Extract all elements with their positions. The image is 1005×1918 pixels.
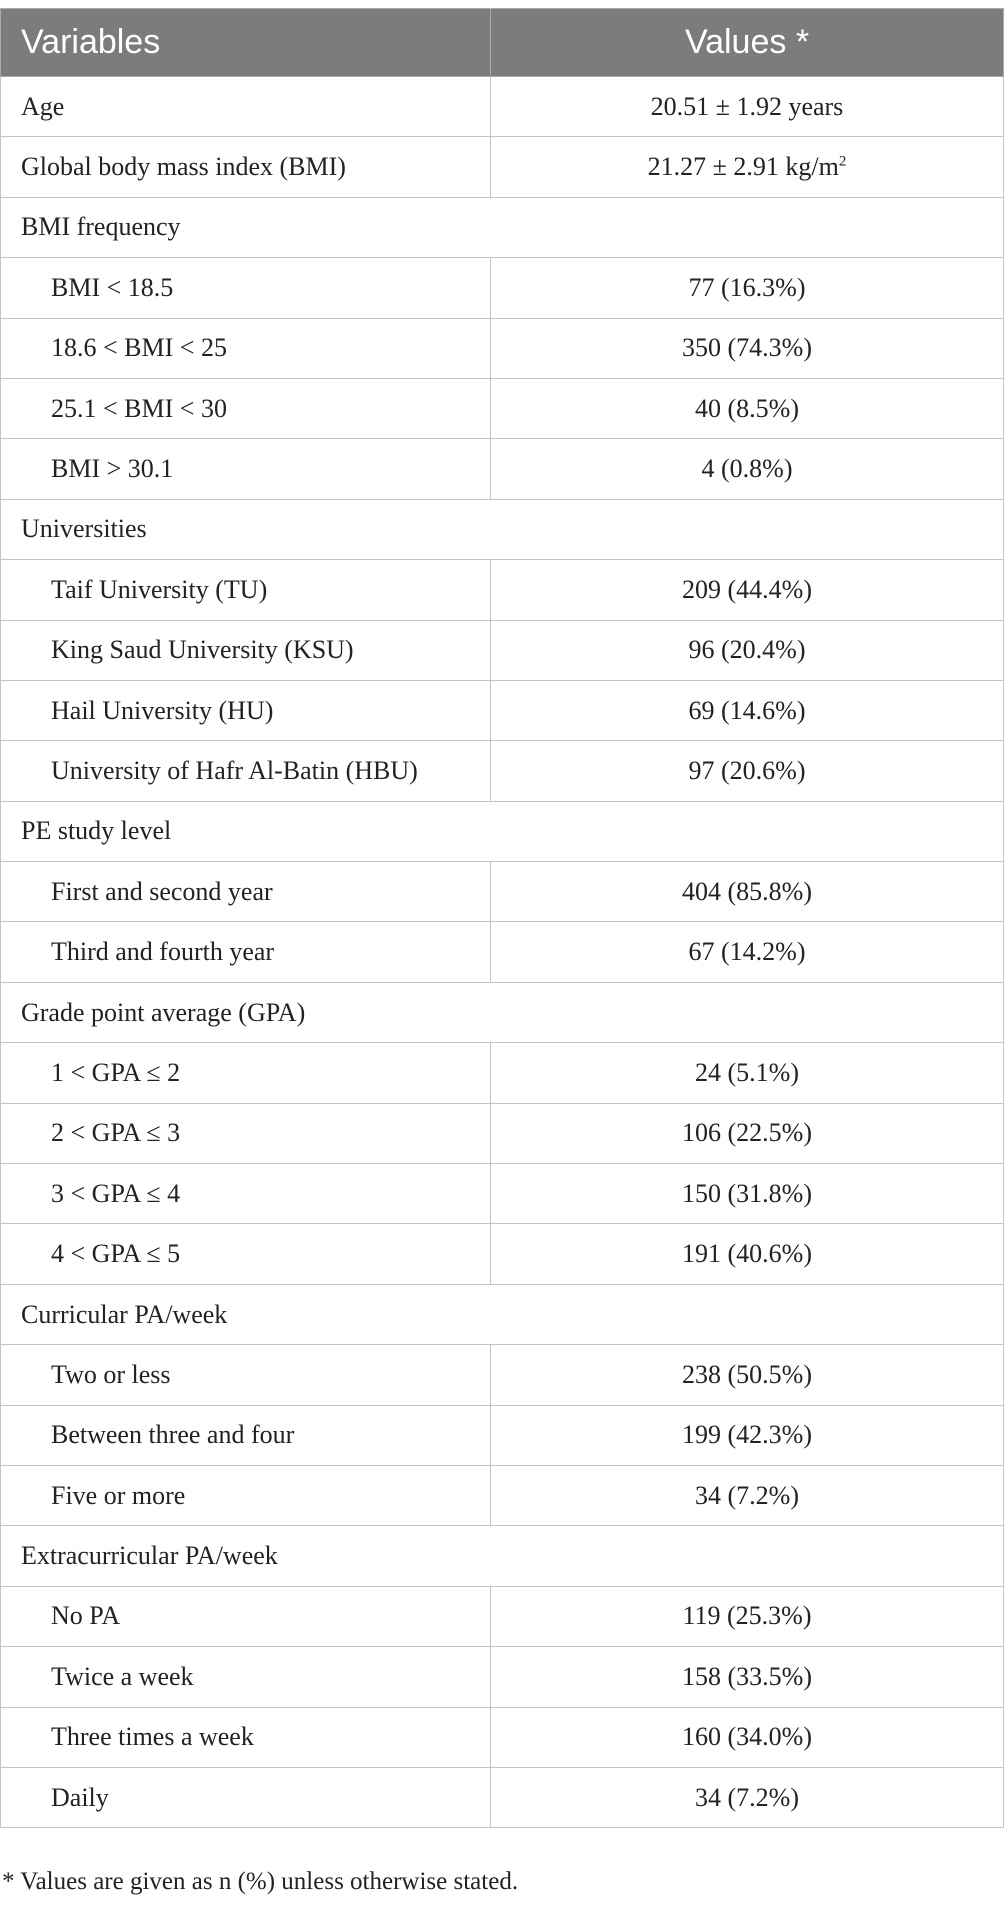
table-row (1, 1586, 1004, 1646)
row-value: 24 (5.1%) (491, 1043, 1004, 1103)
group-row (1, 499, 1004, 559)
row-value: 34 (7.2%) (491, 1767, 1004, 1827)
row-label: Five or more (1, 1465, 491, 1525)
table-row (1, 1707, 1004, 1767)
row-value: 199 (42.3%) (491, 1405, 1004, 1465)
row-label: 4 < GPA ≤ 5 (1, 1224, 491, 1284)
table-header-row (1, 9, 1004, 77)
row-label: Twice a week (1, 1647, 491, 1707)
row-label: Between three and four (1, 1405, 491, 1465)
table-row (1, 1345, 1004, 1405)
table-row (1, 1465, 1004, 1525)
row-label-age: Age (1, 77, 491, 137)
row-value: 150 (31.8%) (491, 1164, 1004, 1224)
row-label: Two or less (1, 1345, 491, 1405)
table-row (1, 560, 1004, 620)
row-label: Taif University (TU) (1, 560, 491, 620)
group-label-extracurricular: Extracurricular PA/week (1, 1526, 1004, 1586)
row-label: 18.6 < BMI < 25 (1, 318, 491, 378)
row-value-bmi (491, 137, 1004, 197)
group-label-curricular: Curricular PA/week (1, 1284, 1004, 1344)
row-label: 3 < GPA ≤ 4 (1, 1164, 491, 1224)
group-row (1, 982, 1004, 1042)
row-value: 119 (25.3%) (491, 1586, 1004, 1646)
table-row (1, 922, 1004, 982)
table-row (1, 741, 1004, 801)
table-row (1, 77, 1004, 137)
table-row (1, 1224, 1004, 1284)
row-value: 350 (74.3%) (491, 318, 1004, 378)
characteristics-table (0, 8, 1004, 1828)
row-label: BMI > 30.1 (1, 439, 491, 499)
row-value: 106 (22.5%) (491, 1103, 1004, 1163)
row-value: 160 (34.0%) (491, 1707, 1004, 1767)
table-row (1, 378, 1004, 438)
table-row (1, 680, 1004, 740)
row-label: No PA (1, 1586, 491, 1646)
table-row (1, 1043, 1004, 1103)
group-label-study-level: PE study level (1, 801, 1004, 861)
row-label: Hail University (HU) (1, 680, 491, 740)
table-row (1, 137, 1004, 197)
row-value: 158 (33.5%) (491, 1647, 1004, 1707)
row-value-age: 20.51 ± 1.92 years (491, 77, 1004, 137)
row-label: 25.1 < BMI < 30 (1, 378, 491, 438)
bmi-value-superscript: 2 (838, 153, 847, 170)
row-label-bmi: Global body mass index (BMI) (1, 137, 491, 197)
header-values: Values * (491, 9, 1004, 77)
table-row (1, 620, 1004, 680)
table-row (1, 1164, 1004, 1224)
table-row (1, 862, 1004, 922)
header-variables: Variables (1, 9, 491, 77)
row-value: 97 (20.6%) (491, 741, 1004, 801)
row-label: Third and fourth year (1, 922, 491, 982)
bmi-value-main: 21.27 ± 2.91 kg/m (647, 152, 839, 182)
row-label: First and second year (1, 862, 491, 922)
group-row (1, 197, 1004, 257)
group-label-gpa: Grade point average (GPA) (1, 982, 1004, 1042)
table-row (1, 258, 1004, 318)
row-label: 1 < GPA ≤ 2 (1, 1043, 491, 1103)
table-row (1, 318, 1004, 378)
row-value: 404 (85.8%) (491, 862, 1004, 922)
table-row (1, 1405, 1004, 1465)
table-row (1, 1103, 1004, 1163)
group-label-bmi-frequency: BMI frequency (1, 197, 1004, 257)
row-value: 40 (8.5%) (491, 378, 1004, 438)
row-value: 209 (44.4%) (491, 560, 1004, 620)
table-footnote: * Values are given as n (%) unless otherwise stated. (2, 1868, 519, 1895)
row-value: 4 (0.8%) (491, 439, 1004, 499)
table-row (1, 1647, 1004, 1707)
row-value: 69 (14.6%) (491, 680, 1004, 740)
row-label: King Saud University (KSU) (1, 620, 491, 680)
table-row (1, 439, 1004, 499)
row-label: University of Hafr Al-Batin (HBU) (1, 741, 491, 801)
group-row (1, 1284, 1004, 1344)
row-label: Daily (1, 1767, 491, 1827)
group-row (1, 801, 1004, 861)
row-value: 96 (20.4%) (491, 620, 1004, 680)
row-label: BMI < 18.5 (1, 258, 491, 318)
row-value: 67 (14.2%) (491, 922, 1004, 982)
group-row (1, 1526, 1004, 1586)
row-value: 191 (40.6%) (491, 1224, 1004, 1284)
table-row (1, 1767, 1004, 1827)
row-label: Three times a week (1, 1707, 491, 1767)
row-label: 2 < GPA ≤ 3 (1, 1103, 491, 1163)
row-value: 34 (7.2%) (491, 1465, 1004, 1525)
row-value: 77 (16.3%) (491, 258, 1004, 318)
group-label-universities: Universities (1, 499, 1004, 559)
row-value: 238 (50.5%) (491, 1345, 1004, 1405)
